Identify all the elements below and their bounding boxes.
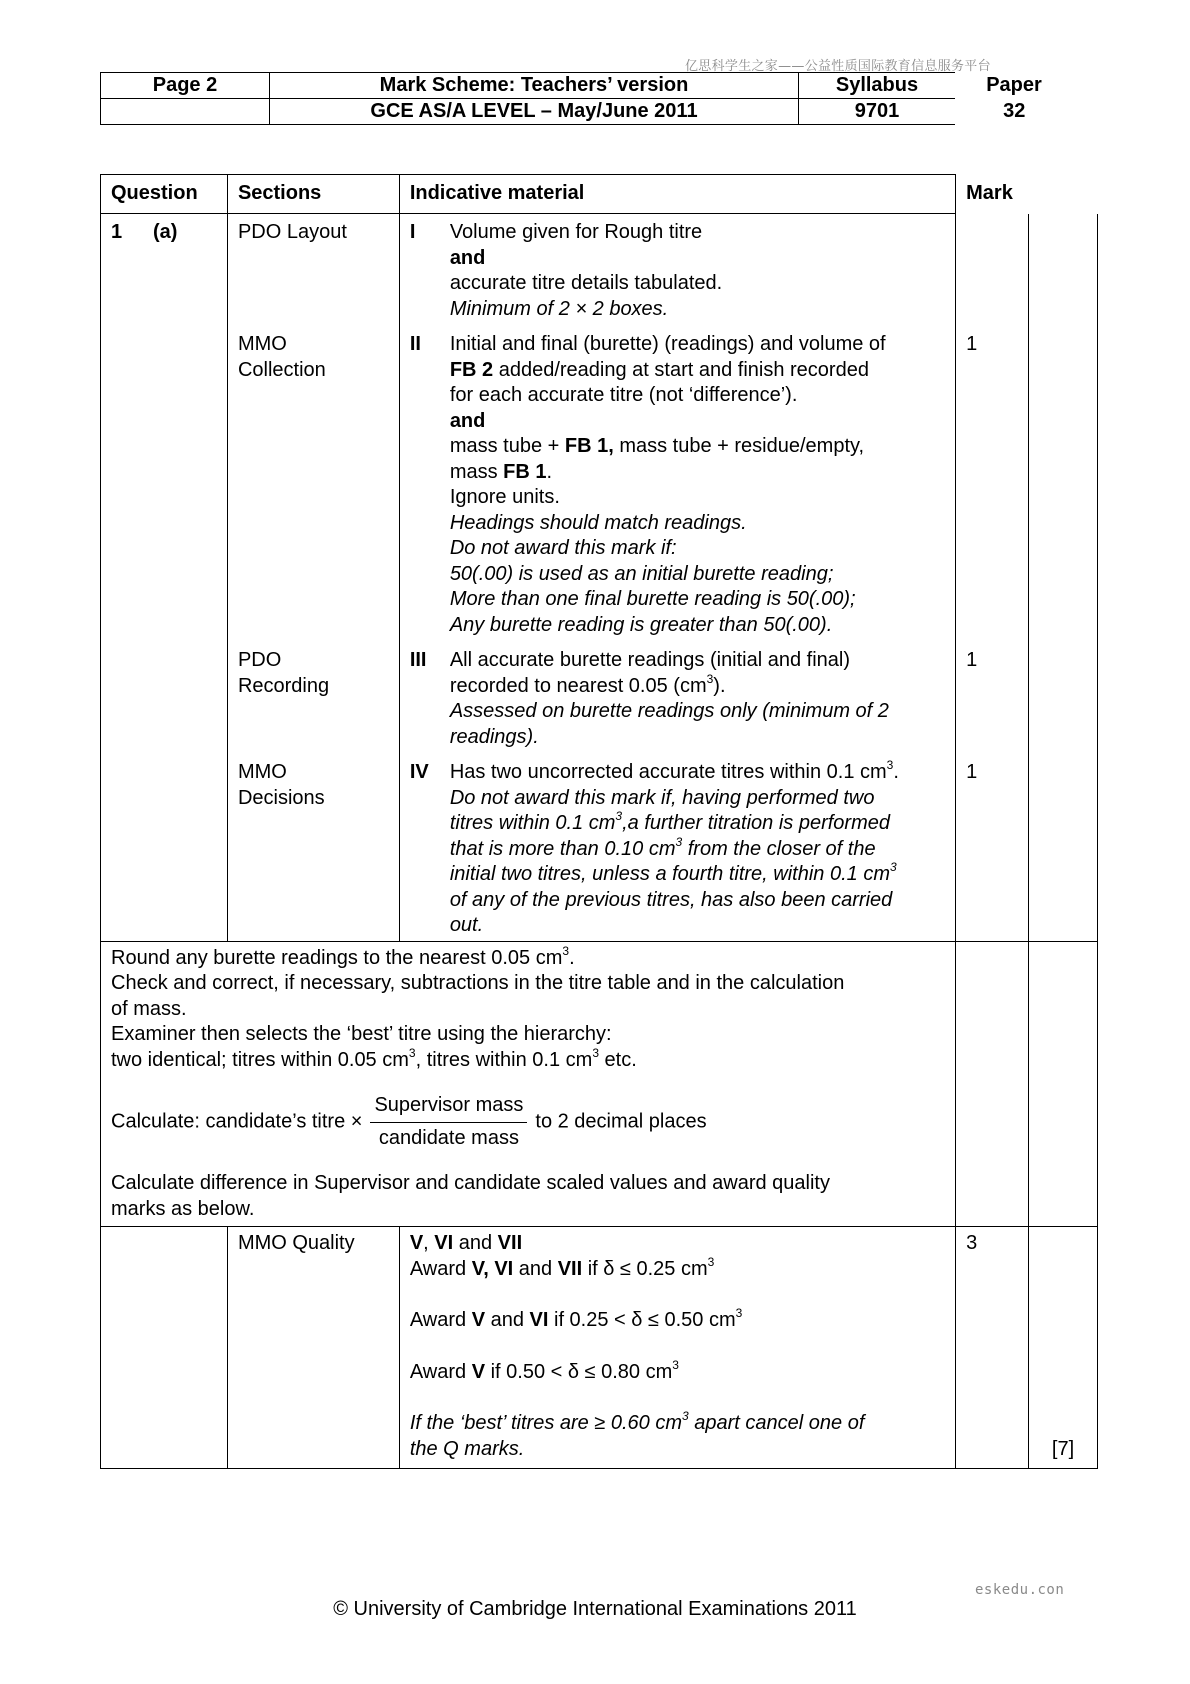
text-line: accurate titre details tabulated.	[449, 272, 723, 294]
page-header	[100, 72, 1074, 125]
text-line	[409, 1254, 955, 1283]
text-span: ,	[423, 1232, 435, 1254]
text-line: Headings should match readings.	[449, 511, 747, 534]
roman-numeral: I	[409, 221, 416, 243]
section-mmo-collection	[227, 332, 399, 648]
col-sections: Sections	[227, 175, 399, 214]
mark-cell: 1	[956, 648, 1029, 760]
fraction-numerator: Supervisor mass	[370, 1093, 527, 1123]
superscript: 3	[890, 860, 897, 874]
col-indicative: Indicative material	[399, 175, 955, 214]
text-line	[111, 1045, 955, 1074]
syllabus-value: 9701	[799, 99, 956, 125]
text-line	[450, 811, 955, 837]
text-span: Has two uncorrected accurate titres within 0.1 cm	[449, 761, 887, 783]
watermark-bottom: eskedu.con	[975, 1582, 1065, 1598]
section-label: Recording	[237, 674, 330, 697]
formula-prefix: Calculate: candidate’s titre ×	[111, 1110, 363, 1133]
text-span: .	[546, 460, 553, 483]
text-span: Round any burette readings to the nearest 0.05 cm	[111, 946, 563, 969]
text-span: and	[485, 1309, 530, 1331]
section-label: MMO	[237, 333, 287, 355]
text-line: marks as below.	[111, 1197, 255, 1220]
question-number: 1	[111, 221, 123, 243]
section-label: Collection	[237, 358, 326, 381]
quality-indicative	[399, 1227, 955, 1469]
formula-suffix: to 2 decimal places	[535, 1110, 707, 1133]
text-span: that is more than 0.10 cm	[449, 837, 676, 860]
section-pdo-recording	[227, 648, 399, 760]
text-line	[449, 671, 955, 700]
indicative-row-2	[399, 332, 955, 648]
text-span: V	[471, 1360, 486, 1383]
question-part: (a)	[153, 221, 178, 243]
section-label: PDO	[237, 649, 282, 671]
text-line: of any of the previous titres, has also been carried	[449, 888, 893, 911]
paper-label: Paper	[986, 74, 1042, 96]
question-cell	[101, 214, 228, 942]
text-span: FB 1,	[564, 435, 614, 457]
text-line: Examiner then selects the ‘best’ titre using the hierarchy:	[111, 1023, 612, 1045]
superscript: 3	[707, 1254, 715, 1269]
text-line	[449, 834, 955, 863]
page-number: Page 2	[101, 73, 270, 99]
roman-numeral: IV	[409, 761, 429, 783]
indicative-row-4	[399, 760, 955, 941]
text-span: and	[513, 1257, 558, 1280]
watermark-top: 亿思科学生之家——公益性质国际教育信息服务平台	[685, 59, 991, 74]
section-pdo-layout	[227, 214, 399, 333]
text-span: mass tube + residue/empty,	[613, 435, 865, 457]
text-line	[450, 460, 955, 486]
note-cell	[101, 941, 956, 1227]
superscript: 3	[886, 758, 894, 772]
text-line	[450, 862, 955, 888]
text-span: VII	[557, 1257, 583, 1280]
text-span: Award	[409, 1257, 472, 1280]
text-span: and	[453, 1232, 498, 1254]
text-span: V, VI	[471, 1257, 514, 1280]
text-span: VII	[497, 1232, 523, 1254]
superscript: 3	[682, 1409, 689, 1423]
text-line: Check and correct, if necessary, subtractions in the titre table and in the calculation	[111, 972, 845, 994]
text-span: Award	[409, 1360, 472, 1383]
text-line: Do not award this mark if:	[449, 537, 677, 559]
text-line: Ignore units.	[449, 486, 560, 508]
text-line	[409, 1357, 955, 1386]
indicative-row-3	[399, 648, 955, 760]
text-line: of mass.	[111, 997, 187, 1020]
text-span: .	[569, 946, 575, 969]
text-span: ,a further titration is performed	[622, 812, 890, 834]
text-span: recorded to nearest 0.05 (cm	[449, 674, 707, 697]
superscript: 3	[735, 1306, 743, 1320]
text-span: etc.	[599, 1048, 637, 1071]
text-span: two identical; titres within 0.05 cm	[111, 1048, 409, 1071]
text-line: Do not award this mark if, having performed two	[449, 786, 875, 809]
text-line: Calculate difference in Supervisor and candidate scaled values and award quality	[111, 1172, 830, 1194]
text-span: FB 2	[449, 358, 494, 381]
text-line: Initial and final (burette) (readings) and volume of	[449, 333, 886, 355]
text-span: ).	[713, 674, 726, 697]
roman-numeral: III	[409, 649, 427, 671]
superscript: 3	[615, 809, 623, 823]
text-span: FB 1	[503, 460, 547, 483]
text-span: titres within 0.1 cm	[449, 812, 616, 834]
text-span: if δ ≤ 0.25 cm	[582, 1257, 708, 1280]
text-span: mass	[449, 460, 504, 483]
header-subtitle: GCE AS/A LEVEL – May/June 2011	[270, 99, 799, 125]
text-line	[450, 358, 955, 384]
section-mmo-quality: MMO Quality	[227, 1227, 399, 1469]
text-line	[410, 1231, 955, 1257]
header-empty-cell	[101, 99, 270, 125]
text-line	[450, 434, 955, 460]
text-span: from the closer of the	[682, 837, 876, 860]
text-line: More than one final burette reading is 50(.00);	[449, 588, 856, 610]
mark-cell	[956, 214, 1029, 333]
total-cell	[1029, 648, 1098, 760]
text-line	[410, 1411, 955, 1437]
text-line: readings).	[449, 725, 539, 748]
section-label: Decisions	[237, 786, 325, 809]
note-mark-cell	[956, 941, 1029, 1227]
mark-scheme-table	[100, 174, 1098, 1469]
text-span: V	[471, 1309, 486, 1331]
text-span: added/reading at start and finish recorded	[493, 358, 869, 381]
text-line: and	[449, 246, 486, 269]
text-span: VI	[529, 1309, 549, 1331]
indicative-row-1	[399, 214, 955, 333]
text-line: 50(.00) is used as an initial burette reading;	[449, 562, 834, 585]
roman-numeral: II	[409, 333, 421, 355]
superscript: 3	[592, 1045, 599, 1060]
text-span: if 0.25 < δ ≤ 0.50 cm	[548, 1309, 736, 1331]
text-span: .	[893, 761, 899, 783]
quality-mark: 3	[956, 1227, 1029, 1469]
total-cell	[1029, 760, 1098, 941]
quality-question-cell	[101, 1227, 228, 1469]
text-span: initial two titres, unless a fourth titre, within 0.1 cm	[449, 863, 890, 885]
paper-value: 32	[1003, 100, 1026, 122]
note-total-cell	[1029, 941, 1098, 1227]
col-mark: Mark	[966, 182, 1013, 205]
text-line: Assessed on burette readings only (minimum of 2	[449, 700, 889, 722]
text-span: apart cancel one of	[688, 1412, 865, 1434]
total-cell	[1029, 332, 1098, 648]
copyright-footer: © University of Cambridge International Examinations 2011	[333, 1598, 857, 1620]
text-line	[111, 943, 955, 972]
total-marks: [7]	[1029, 1227, 1098, 1469]
text-span: mass tube +	[449, 435, 565, 457]
col-question: Question	[101, 175, 228, 214]
superscript: 3	[706, 671, 714, 686]
text-line	[450, 760, 955, 786]
text-span: , titres within 0.1 cm	[415, 1048, 593, 1071]
text-line: the Q marks.	[409, 1437, 525, 1460]
section-mmo-decisions	[227, 760, 399, 941]
text-span: if 0.50 < δ ≤ 0.80 cm	[485, 1360, 673, 1383]
text-line: Volume given for Rough titre	[449, 221, 703, 243]
fraction-denominator: candidate mass	[378, 1126, 519, 1149]
superscript: 3	[672, 1357, 679, 1372]
text-line: All accurate burette readings (initial and final)	[449, 649, 851, 671]
text-span: VI	[434, 1232, 454, 1254]
superscript: 3	[562, 943, 570, 958]
text-line: Minimum of 2 × 2 boxes.	[449, 297, 669, 320]
section-label: MMO	[237, 761, 287, 783]
text-line: for each accurate titre (not ‘difference’).	[449, 384, 798, 406]
text-line: and	[449, 409, 486, 432]
mark-cell: 1	[956, 760, 1029, 941]
text-span: V	[409, 1232, 424, 1254]
text-line: out.	[449, 914, 484, 936]
mark-cell: 1	[956, 332, 1029, 648]
text-line: Any burette reading is greater than 50(.00).	[449, 613, 833, 636]
syllabus-label: Syllabus	[799, 73, 956, 99]
text-span: Award	[409, 1309, 472, 1331]
section-label: PDO Layout	[237, 221, 347, 243]
superscript: 3	[408, 1045, 416, 1060]
text-span: If the ‘best’ titres are ≥ 0.60 cm	[409, 1412, 683, 1434]
formula-line	[111, 1093, 955, 1151]
header-title: Mark Scheme: Teachers’ version	[270, 73, 799, 99]
total-cell	[1029, 214, 1098, 333]
formula-fraction	[370, 1093, 527, 1151]
superscript: 3	[675, 834, 683, 849]
text-line	[410, 1308, 955, 1334]
